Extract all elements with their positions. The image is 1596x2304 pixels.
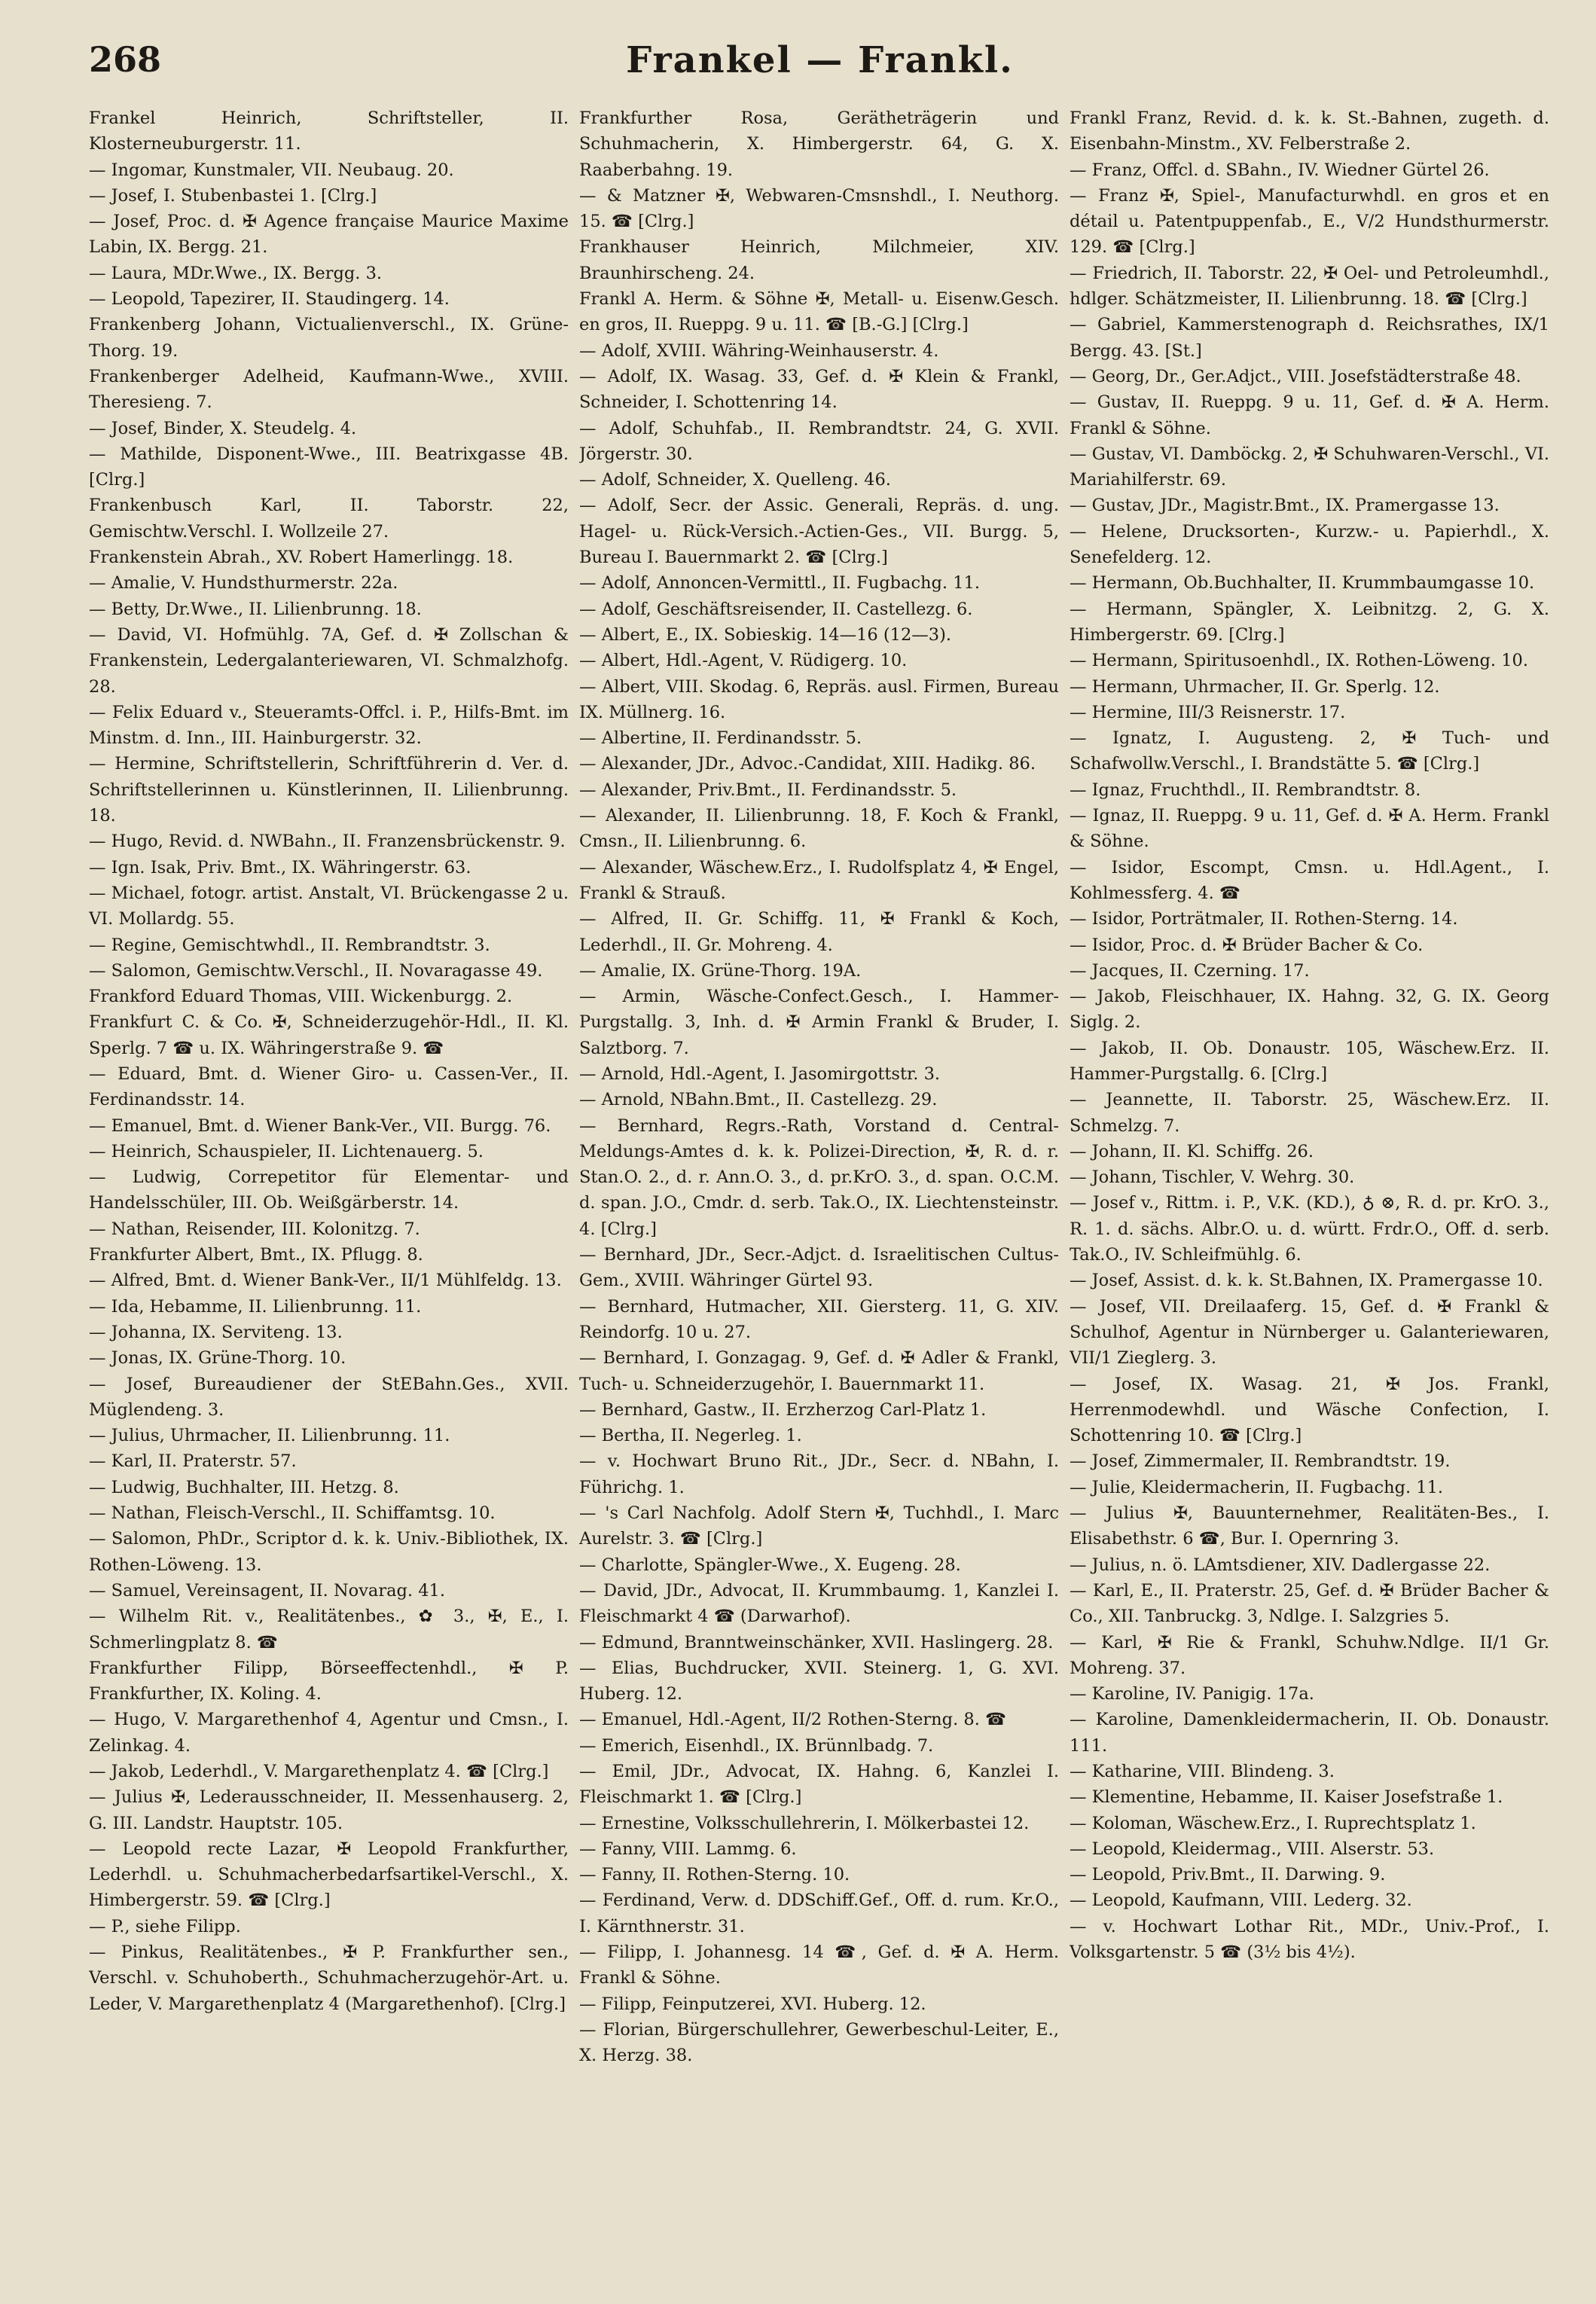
directory-entry: — Samuel, Vereinsagent, II. Novarag. 41.	[89, 1580, 445, 1601]
directory-entry: — Bernhard, Gastw., II. Erzherzog Carl-Platz 1.	[579, 1399, 987, 1420]
directory-entry: Frankford Eduard Thomas, VIII. Wickenburgg. 2.	[89, 987, 513, 1007]
running-title: Frankel — Frankl.	[626, 39, 1014, 81]
directory-entry: Frankfurt C. & Co. ✠, Schneiderzugehör-Hdl., II. Kl. Sperlg. 7 ☎ u. IX. Währingerstraße 9. ☎	[89, 1012, 569, 1058]
directory-entry: — Jakob, Lederhdl., V. Margarethenplatz 4. ☎ [Clrg.]	[89, 1762, 549, 1781]
directory-entry: — Karoline, Damenkleidermacherin, II. Ob. Donaustr. 111.	[1070, 1710, 1549, 1756]
directory-entry: — v. Hochwart Bruno Rit., JDr., Secr. d. NBahn, I. Führichg. 1.	[579, 1451, 1059, 1497]
directory-entry: — Gabriel, Kammerstenograph d. Reichsrathes, IX/1 Bergg. 43. [St.]	[1070, 315, 1549, 361]
directory-entry: — Bernhard, Regrs.-Rath, Vorstand d. Central-Meldungs-Amtes d. k. k. Polizei-Direction, ✠, R. d. r. Stan.O. 2., d. r. Ann.O. 3., d. pr.KrO. 3., d. span. O.C.M. d. span. J.O., Cmdr. d. serb. Tak.O., IX. Liechtensteinstr. 4. [Clrg.]	[579, 1115, 1059, 1239]
directory-entry: — Gustav, II. Rueppg. 9 u. 11, Gef. d. ✠ A. Herm. Frankl & Söhne.	[1070, 392, 1549, 438]
directory-entry: — Laura, MDr.Wwe., IX. Bergg. 3.	[89, 263, 383, 283]
directory-entry: — Albertine, II. Ferdinandsstr. 5.	[579, 728, 862, 749]
directory-entry: — Edmund, Branntweinschänker, XVII. Haslingerg. 28.	[579, 1632, 1054, 1652]
directory-entry: — Amalie, V. Hundsthurmerstr. 22a.	[89, 573, 398, 594]
directory-entry: — Emerich, Eisenhdl., IX. Brünnlbadg. 7.	[579, 1735, 934, 1756]
directory-entry: — v. Hochwart Lothar Rit., MDr., Univ.-Prof., I. Volksgartenstr. 5 ☎ (3½ bis 4½).	[1070, 1916, 1549, 1963]
directory-entry: — Eduard, Bmt. d. Wiener Giro- u. Cassen-Ver., II. Ferdinandsstr. 14.	[89, 1064, 569, 1110]
directory-entry: — Klementine, Hebamme, II. Kaiser Josefstraße 1.	[1070, 1787, 1503, 1808]
directory-entry: — Josef, I. Stubenbastei 1. [Clrg.]	[89, 185, 377, 206]
directory-entry: — Julius ✠, Bauunternehmer, Realitäten-Bes., I. Elisabethstr. 6 ☎, Bur. I. Opernring 3.	[1070, 1503, 1549, 1549]
directory-entry: — Ignaz, II. Rueppg. 9 u. 11, Gef. d. ✠ A. Herm. Frankl & Söhne.	[1070, 806, 1549, 852]
directory-entry: Frankenstein Abrah., XV. Robert Hamerlingg. 18.	[89, 548, 514, 568]
directory-entry: — Julius, n. ö. LAmtsdiener, XIV. Dadlergasse 22.	[1070, 1555, 1491, 1575]
directory-entry: — Alexander, Wäschew.Erz., I. Rudolfsplatz 4, ✠ Engel, Frankl & Strauß.	[579, 857, 1059, 903]
directory-entry: — Adolf, Geschäftsreisender, II. Castellezg. 6.	[579, 599, 973, 619]
directory-entry: — Johanna, IX. Serviteng. 13.	[89, 1322, 343, 1342]
directory-entry: Frankenberg Johann, Victualienverschl., IX. Grüne-Thorg. 19.	[89, 315, 569, 361]
directory-entry: Frankenbusch Karl, II. Taborstr. 22, Gemischtw.Verschl. I. Wollzeile 27.	[89, 496, 569, 542]
directory-entry: — Ludwig, Buchhalter, III. Hetzg. 8.	[89, 1477, 399, 1497]
directory-entry: — Leopold recte Lazar, ✠ Leopold Frankfurther, Lederhdl. u. Schuhmacherbedarfsartikel-Verschl., X. Himbergerstr. 59. ☎ [Clrg.]	[89, 1839, 569, 1911]
directory-entry: — Bernhard, JDr., Secr.-Adjct. d. Israelitischen Cultus-Gem., XVIII. Währinger Gürtel 93.	[579, 1245, 1059, 1291]
directory-entry: — & Matzner ✠, Webwaren-Cmsnshdl., I. Neuthorg. 15. ☎ [Clrg.]	[579, 185, 1059, 232]
directory-entry: — Elias, Buchdrucker, XVII. Steinerg. 1, G. XVI. Huberg. 12.	[579, 1658, 1059, 1704]
directory-entry: — P., siehe Filipp.	[89, 1916, 241, 1936]
directory-entry: — Emanuel, Bmt. d. Wiener Bank-Ver., VII. Burgg. 76.	[89, 1115, 551, 1136]
directory-entry: — Hermann, Ob.Buchhalter, II. Krummbaumgasse 10.	[1070, 573, 1535, 594]
directory-entry: — Jakob, II. Ob. Donaustr. 105, Wäschew.Erz. II. Hammer-Purgstallg. 6. [Clrg.]	[1070, 1038, 1549, 1084]
directory-entry: — Julius, Uhrmacher, II. Lilienbrunng. 11.	[89, 1426, 450, 1446]
directory-entry: — Josef, Proc. d. ✠ Agence française Maurice Maxime Labin, IX. Bergg. 21.	[89, 212, 569, 258]
directory-entry: — Fanny, VIII. Lammg. 6.	[579, 1839, 797, 1859]
directory-entry: — Isidor, Escompt, Cmsn. u. Hdl.Agent., I. Kohlmessferg. 4. ☎	[1070, 857, 1549, 903]
directory-entry: — Betty, Dr.Wwe., II. Lilienbrunng. 18.	[89, 599, 422, 619]
directory-entry: — Florian, Bürgerschullehrer, Gewerbeschul-Leiter, E., X. Herzg. 38.	[579, 2019, 1059, 2066]
directory-entry: — Karoline, IV. Panigig. 17a.	[1070, 1684, 1314, 1704]
directory-entry: — Bernhard, Hutmacher, XII. Giersterg. 11, G. XIV. Reindorfg. 10 u. 27.	[579, 1296, 1059, 1342]
directory-entry: — Regine, Gemischtwhdl., II. Rembrandtstr. 3.	[89, 935, 490, 955]
directory-entry: — Friedrich, II. Taborstr. 22, ✠ Oel- und Petroleumhdl., hdlger. Schätzmeister, II. Lilienbrunng. 18. ☎ [Clrg.]	[1070, 263, 1549, 310]
directory-entry: — Jacques, II. Czerning. 17.	[1070, 960, 1310, 981]
directory-columns	[89, 105, 1550, 2282]
directory-entry: — Arnold, NBahn.Bmt., II. Castellezg. 29.	[579, 1090, 938, 1110]
page-number: 268	[89, 39, 162, 80]
directory-entry: — Wilhelm Rit. v., Realitätenbes., ✿ 3., ✠, E., I. Schmerlingplatz 8. ☎	[89, 1607, 569, 1652]
directory-entry: — Hugo, Revid. d. NWBahn., II. Franzensbrückenstr. 9.	[89, 832, 566, 852]
directory-entry: — Adolf, Schuhfab., II. Rembrandtstr. 24, G. XVII. Jörgerstr. 30.	[579, 418, 1059, 464]
directory-entry: — Franz, Offcl. d. SBahn., IV. Wiedner Gürtel 26.	[1070, 160, 1490, 180]
directory-entry: — Katharine, VIII. Blindeng. 3.	[1070, 1762, 1335, 1781]
directory-entry: — Ingomar, Kunstmaler, VII. Neubaug. 20.	[89, 160, 454, 180]
directory-entry: — Heinrich, Schauspieler, II. Lichtenauerg. 5.	[89, 1141, 484, 1161]
directory-entry: — Gustav, JDr., Magistr.Bmt., IX. Pramergasse 13.	[1070, 496, 1500, 516]
directory-entry: — Albert, VIII. Skodag. 6, Repräs. ausl. Firmen, Bureau IX. Müllnerg. 16.	[579, 676, 1059, 722]
directory-entry: — Hugo, V. Margarethenhof 4, Agentur und Cmsn., I. Zelinkag. 4.	[89, 1710, 569, 1756]
column-left	[89, 105, 569, 2282]
directory-entry: — Leopold, Priv.Bmt., II. Darwing. 9.	[1070, 1865, 1386, 1885]
directory-entry: — Ignaz, Fruchthdl., II. Rembrandtstr. 8.	[1070, 780, 1421, 800]
directory-entry: — Josef v., Rittm. i. P., V.K. (KD.), ♁ ⊗, R. d. pr. KrO. 3., R. 1. d. sächs. Albr.O. u. d. württ. Frdr.O., Off. d. serb. Tak.O., IV. Schleifmühlg. 6.	[1070, 1193, 1549, 1265]
directory-entry: — Mathilde, Disponent-Wwe., III. Beatrixgasse 4B. [Clrg.]	[89, 444, 569, 490]
directory-entry: — Alfred, Bmt. d. Wiener Bank-Ver., II/1 Mühlfeldg. 13.	[89, 1271, 562, 1291]
directory-entry: — Koloman, Wäschew.Erz., I. Ruprechtsplatz 1.	[1070, 1813, 1476, 1833]
directory-entry: — Josef, IX. Wasag. 21, ✠ Jos. Frankl, Herrenmodewhdl. und Wäsche Confection, I. Schottenring 10. ☎ [Clrg.]	[1070, 1374, 1549, 1446]
directory-entry: — Helene, Drucksorten-, Kurzw.- u. Papierhdl., X. Senefelderg. 12.	[1070, 521, 1549, 568]
directory-entry: — Adolf, Annoncen-Vermittl., II. Fugbachg. 11.	[579, 573, 981, 594]
directory-entry: — Emil, JDr., Advocat, IX. Hahng. 6, Kanzlei I. Fleischmarkt 1. ☎ [Clrg.]	[579, 1762, 1059, 1808]
directory-entry: — Josef, Bureaudiener der StEBahn.Ges., XVII. Müglendeng. 3.	[89, 1374, 569, 1420]
directory-entry: Frankl A. Herm. & Söhne ✠, Metall- u. Eisenw.Gesch. en gros, II. Rueppg. 9 u. 11. ☎ [B.-G.] [Clrg.]	[579, 289, 1059, 335]
directory-entry: — Johann, II. Kl. Schiffg. 26.	[1070, 1141, 1314, 1161]
directory-entry: — Filipp, I. Johannesg. 14 ☎, Gef. d. ✠ A. Herm. Frankl & Söhne.	[579, 1942, 1059, 1988]
directory-entry: — Leopold, Kleidermag., VIII. Alserstr. 53.	[1070, 1839, 1435, 1859]
directory-entry: — Alexander, Priv.Bmt., II. Ferdinandsstr. 5.	[579, 780, 957, 800]
directory-entry: — Pinkus, Realitätenbes., ✠ P. Frankfurther sen., Verschl. v. Schuhoberth., Schuhmacherzugehör-Art. u. Leder, V. Margarethenplatz 4 (Margarethenhof). [Clrg.]	[89, 1942, 569, 2014]
directory-entry: — Julie, Kleidermacherin, II. Fugbachg. 11.	[1070, 1477, 1444, 1497]
directory-entry: — Michael, fotogr. artist. Anstalt, VI. Brückengasse 2 u. VI. Mollardg. 55.	[89, 883, 569, 929]
directory-entry: — Isidor, Porträtmaler, II. Rothen-Sterng. 14.	[1070, 909, 1458, 929]
directory-entry: — Amalie, IX. Grüne-Thorg. 19A.	[579, 960, 862, 981]
directory-entry: Frankhauser Heinrich, Milchmeier, XIV. Braunhirscheng. 24.	[579, 237, 1059, 283]
directory-entry: — Georg, Dr., Ger.Adjct., VIII. Josefstädterstraße 48.	[1070, 366, 1521, 386]
directory-entry: — 's Carl Nachfolg. Adolf Stern ✠, Tuchhdl., I. Marc Aurelstr. 3. ☎ [Clrg.]	[579, 1503, 1059, 1549]
directory-entry: — Julius ✠, Lederausschneider, II. Messenhauserg. 2, G. III. Landstr. Hauptstr. 105.	[89, 1787, 569, 1833]
directory-entry: Frankfurter Albert, Bmt., IX. Pflugg. 8.	[89, 1245, 423, 1265]
directory-entry: — Albert, E., IX. Sobieskig. 14—16 (12—3).	[579, 624, 952, 645]
directory-entry: Frankel Heinrich, Schriftsteller, II. Klosterneuburgerstr. 11.	[89, 108, 569, 154]
directory-entry: — Karl, II. Praterstr. 57.	[89, 1451, 297, 1472]
directory-entry: — Leopold, Tapezirer, II. Staudingerg. 14.	[89, 289, 450, 310]
directory-entry: Frankfurther Filipp, Börseeffectenhdl., ✠ P. Frankfurther, IX. Koling. 4.	[89, 1658, 569, 1704]
directory-entry: — Johann, Tischler, V. Wehrg. 30.	[1070, 1167, 1355, 1188]
column-right	[1070, 105, 1549, 2282]
directory-entry: — Adolf, XVIII. Währing-Weinhauserstr. 4.	[579, 340, 939, 361]
directory-entry: — David, JDr., Advocat, II. Krummbaumg. 1, Kanzlei I. Fleischmarkt 4 ☎ (Darwarhof).	[579, 1580, 1059, 1627]
directory-entry: — Hermann, Spiritusoenhdl., IX. Rothen-Löweng. 10.	[1070, 651, 1529, 671]
directory-entry: — Ign. Isak, Priv. Bmt., IX. Währingerstr. 63.	[89, 857, 471, 877]
directory-entry: — Jonas, IX. Grüne-Thorg. 10.	[89, 1348, 346, 1369]
directory-entry: — Jeannette, II. Taborstr. 25, Wäschew.Erz. II. Schmelzg. 7.	[1070, 1090, 1549, 1136]
column-middle	[579, 105, 1059, 2282]
directory-entry: — Alfred, II. Gr. Schiffg. 11, ✠ Frankl & Koch, Lederhdl., II. Gr. Mohreng. 4.	[579, 909, 1059, 955]
directory-entry: — Adolf, Schneider, X. Quelleng. 46.	[579, 470, 891, 490]
directory-entry: — Salomon, PhDr., Scriptor d. k. k. Univ.-Bibliothek, IX. Rothen-Löweng. 13.	[89, 1529, 569, 1575]
directory-entry: — Josef, Assist. d. k. k. St.Bahnen, IX. Pramergasse 10.	[1070, 1271, 1543, 1291]
directory-entry: — Hermine, III/3 Reisnerstr. 17.	[1070, 702, 1346, 722]
directory-entry: — Albert, Hdl.-Agent, V. Rüdigerg. 10.	[579, 651, 908, 671]
directory-entry: — Adolf, Secr. der Assic. Generali, Repräs. d. ung. Hagel- u. Rück-Versich.-Actien-Ges., VII. Burgg. 5, Bureau I. Bauernmarkt 2. ☎ [Clrg.]	[579, 496, 1059, 568]
directory-entry: — Leopold, Kaufmann, VIII. Lederg. 32.	[1070, 1891, 1412, 1911]
directory-entry: — Hermine, Schriftstellerin, Schriftführerin d. Ver. d. Schriftstellerinnen u. Künstlerinnen, II. Lilienbrunng. 18.	[89, 754, 569, 826]
directory-entry: — Ida, Hebamme, II. Lilienbrunng. 11.	[89, 1296, 422, 1317]
directory-entry: — Bertha, II. Negerleg. 1.	[579, 1426, 802, 1446]
directory-entry: — Ferdinand, Verw. d. DDSchiff.Gef., Off. d. rum. Kr.O., I. Kärnthnerstr. 31.	[579, 1891, 1059, 1936]
directory-entry: — Charlotte, Spängler-Wwe., X. Eugeng. 28.	[579, 1555, 961, 1575]
directory-entry: — Jakob, Fleischhauer, IX. Hahng. 32, G. IX. Georg Siglg. 2.	[1070, 987, 1549, 1033]
directory-entry: — Nathan, Fleisch-Verschl., II. Schiffamtsg. 10.	[89, 1503, 496, 1524]
directory-entry: — David, VI. Hofmühlg. 7A, Gef. d. ✠ Zollschan & Frankenstein, Ledergalanteriewaren, VI. Schmalzhofg. 28.	[89, 624, 569, 697]
page-header	[89, 39, 1551, 92]
directory-entry: — Alexander, JDr., Advoc.-Candidat, XIII. Hadikg. 86.	[579, 754, 1036, 774]
directory-entry: — Armin, Wäsche-Confect.Gesch., I. Hammer-Purgstallg. 3, Inh. d. ✠ Armin Frankl & Bruder, I. Salztborg. 7.	[579, 987, 1059, 1058]
directory-entry: — Fanny, II. Rothen-Sterng. 10.	[579, 1865, 850, 1885]
directory-entry: — Gustav, VI. Damböckg. 2, ✠ Schuhwaren-Verschl., VI. Mariahilferstr. 69.	[1070, 444, 1549, 490]
directory-entry: — Josef, Binder, X. Steudelg. 4.	[89, 418, 357, 438]
directory-entry: Frankl Franz, Revid. d. k. k. St.-Bahnen, zugeth. d. Eisenbahn-Minstm., XV. Felberstraße 2.	[1070, 108, 1549, 154]
directory-entry: — Hermann, Spängler, X. Leibnitzg. 2, G. X. Himbergerstr. 69. [Clrg.]	[1070, 599, 1549, 645]
directory-entry: — Ernestine, Volksschullehrerin, I. Mölkerbastei 12.	[579, 1813, 1030, 1833]
directory-entry: — Emanuel, Hdl.-Agent, II/2 Rothen-Sterng. 8. ☎	[579, 1710, 1007, 1730]
directory-entry: — Josef, VII. Dreilaaferg. 15, Gef. d. ✠ Frankl & Schulhof, Agentur in Nürnberger u. Galanteriewaren, VII/1 Zieglerg. 3.	[1070, 1296, 1549, 1369]
directory-entry: — Isidor, Proc. d. ✠ Brüder Bacher & Co.	[1070, 935, 1424, 955]
directory-entry: — Franz ✠, Spiel-, Manufacturwhdl. en gros et en détail u. Patentpuppenfab., E., V/2 Hundsthurmerstr. 129. ☎ [Clrg.]	[1070, 185, 1549, 258]
directory-entry: — Josef, Zimmermaler, II. Rembrandtstr. 19.	[1070, 1451, 1451, 1472]
directory-entry: — Salomon, Gemischtw.Verschl., II. Novaragasse 49.	[89, 960, 543, 981]
directory-entry: — Arnold, Hdl.-Agent, I. Jasomirgottstr. 3.	[579, 1064, 941, 1084]
directory-entry: — Ignatz, I. Augusteng. 2, ✠ Tuch- und Schafwollw.Verschl., I. Brandstätte 5. ☎ [Clrg.]	[1070, 728, 1549, 774]
directory-entry: — Adolf, IX. Wasag. 33, Gef. d. ✠ Klein & Frankl, Schneider, I. Schottenring 14.	[579, 366, 1059, 413]
directory-entry: — Filipp, Feinputzerei, XVI. Huberg. 12.	[579, 1994, 926, 2014]
directory-entry: — Nathan, Reisender, III. Kolonitzg. 7.	[89, 1219, 420, 1239]
directory-entry: — Bernhard, I. Gonzagag. 9, Gef. d. ✠ Adler & Frankl, Tuch- u. Schneiderzugehör, I. Bauernmarkt 11.	[579, 1348, 1059, 1394]
directory-entry: — Hermann, Uhrmacher, II. Gr. Sperlg. 12.	[1070, 676, 1440, 697]
directory-entry: — Felix Eduard v., Steueramts-Offcl. i. P., Hilfs-Bmt. im Minstm. d. Inn., III. Hainburgerstr. 32.	[89, 702, 569, 749]
directory-entry: — Ludwig, Correpetitor für Elementar- und Handelsschüler, III. Ob. Weißgärberstr. 14.	[89, 1167, 569, 1213]
directory-entry: — Karl, ✠ Rie & Frankl, Schuhw.Ndlge. II/1 Gr. Mohreng. 37.	[1070, 1632, 1549, 1678]
directory-entry: Frankfurther Rosa, Gerätheträgerin und Schuhmacherin, X. Himbergerstr. 64, G. X. Raaberbahng. 19.	[579, 108, 1059, 180]
directory-entry: — Alexander, II. Lilienbrunng. 18, F. Koch & Frankl, Cmsn., II. Lilienbrunng. 6.	[579, 806, 1059, 852]
directory-entry: Frankenberger Adelheid, Kaufmann-Wwe., XVIII. Theresieng. 7.	[89, 366, 569, 413]
directory-entry: — Karl, E., II. Praterstr. 25, Gef. d. ✠ Brüder Bacher & Co., XII. Tanbruckg. 3, Ndlge. I. Salzgries 5.	[1070, 1580, 1549, 1627]
